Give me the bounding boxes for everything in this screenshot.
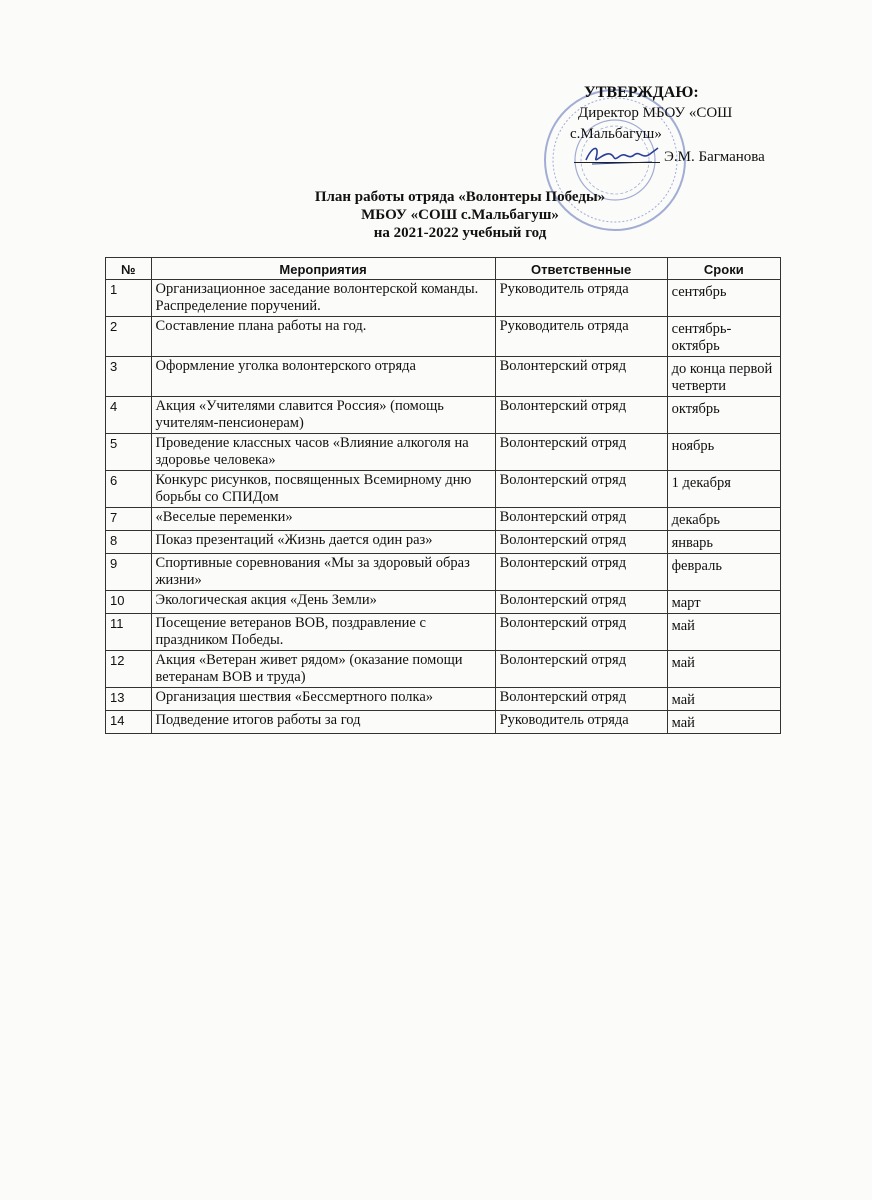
- table-row: [106, 614, 781, 651]
- row-event: Акция «Ветеран живет рядом» (оказание помощи ветеранам ВОВ и труда): [151, 651, 495, 688]
- row-event: Проведение классных часов «Влияние алкоголя на здоровье человека»: [151, 434, 495, 471]
- table-row: [106, 651, 781, 688]
- row-number: 4: [106, 397, 152, 434]
- title-line-3: на 2021-2022 учебный год: [373, 225, 547, 241]
- row-event: Организация шествия «Бессмертного полка»: [151, 688, 495, 711]
- row-term: до конца первой четверти: [667, 357, 780, 397]
- table-row: [106, 508, 781, 531]
- row-event: Спортивные соревнования «Мы за здоровый образ жизни»: [151, 554, 495, 591]
- row-responsible: Руководитель отряда: [495, 280, 667, 317]
- row-responsible: Волонтерский отряд: [495, 688, 667, 711]
- row-responsible: Волонтерский отряд: [495, 651, 667, 688]
- row-term: сентябрь: [667, 280, 780, 317]
- row-event: Экологическая акция «День Земли»: [151, 591, 495, 614]
- signature-underline: [574, 162, 660, 163]
- row-responsible: Руководитель отряда: [495, 711, 667, 734]
- table-row: [106, 711, 781, 734]
- signature-line: [570, 145, 870, 169]
- row-number: 14: [106, 711, 152, 734]
- row-number: 1: [106, 280, 152, 317]
- table-row: [106, 280, 781, 317]
- row-term: сентябрь-октябрь: [667, 317, 780, 357]
- signer-name: Э.М. Багманова: [664, 149, 765, 165]
- row-term: январь: [667, 531, 780, 554]
- row-term: февраль: [667, 554, 780, 591]
- title-line-2: МБОУ «СОШ с.Мальбагуш»: [361, 207, 559, 223]
- table-header-row: [106, 258, 781, 280]
- row-event: Подведение итогов работы за год: [151, 711, 495, 734]
- row-responsible: Волонтерский отряд: [495, 434, 667, 471]
- table-row: [106, 434, 781, 471]
- title-line-1: План работы отряда «Волонтеры Победы»: [314, 189, 606, 205]
- table-row: [106, 688, 781, 711]
- table-row: [106, 471, 781, 508]
- row-responsible: Волонтерский отряд: [495, 614, 667, 651]
- row-responsible: Волонтерский отряд: [495, 357, 667, 397]
- header-number: №: [106, 258, 152, 280]
- row-event: Показ презентаций «Жизнь дается один раз»: [151, 531, 495, 554]
- document-title: [200, 188, 720, 242]
- row-number: 7: [106, 508, 152, 531]
- row-number: 10: [106, 591, 152, 614]
- row-responsible: Волонтерский отряд: [495, 471, 667, 508]
- row-event: Акция «Учителями славится Россия» (помощь учителям-пенсионерам): [151, 397, 495, 434]
- row-term: декабрь: [667, 508, 780, 531]
- row-number: 13: [106, 688, 152, 711]
- approval-organization: с.Мальбагуш»: [570, 126, 662, 142]
- approval-heading: УТВЕРЖДАЮ:: [584, 84, 699, 101]
- table-row: [106, 531, 781, 554]
- row-number: 3: [106, 357, 152, 397]
- row-event: Посещение ветеранов ВОВ, поздравление с праздником Победы.: [151, 614, 495, 651]
- plan-table: [105, 257, 781, 734]
- header-responsible: Ответственные: [495, 258, 667, 280]
- row-responsible: Волонтерский отряд: [495, 591, 667, 614]
- row-term: май: [667, 711, 780, 734]
- row-term: 1 декабря: [667, 471, 780, 508]
- row-term: май: [667, 688, 780, 711]
- table-row: [106, 397, 781, 434]
- row-number: 11: [106, 614, 152, 651]
- row-event: Составление плана работы на год.: [151, 317, 495, 357]
- table-row: [106, 317, 781, 357]
- row-term: май: [667, 614, 780, 651]
- approval-position: Директор МБОУ «СОШ: [578, 105, 733, 121]
- row-number: 12: [106, 651, 152, 688]
- row-term: октябрь: [667, 397, 780, 434]
- approval-block: [570, 82, 870, 169]
- row-term: май: [667, 651, 780, 688]
- row-number: 9: [106, 554, 152, 591]
- row-event: Оформление уголка волонтерского отряда: [151, 357, 495, 397]
- row-event: Конкурс рисунков, посвященных Всемирному дню борьбы со СПИДом: [151, 471, 495, 508]
- row-event: Организационное заседание волонтерской команды. Распределение поручений.: [151, 280, 495, 317]
- header-terms: Сроки: [667, 258, 780, 280]
- table-row: [106, 591, 781, 614]
- row-number: 5: [106, 434, 152, 471]
- row-term: ноябрь: [667, 434, 780, 471]
- header-events: Мероприятия: [151, 258, 495, 280]
- row-number: 8: [106, 531, 152, 554]
- table-row: [106, 554, 781, 591]
- row-responsible: Волонтерский отряд: [495, 554, 667, 591]
- row-responsible: Волонтерский отряд: [495, 508, 667, 531]
- row-term: март: [667, 591, 780, 614]
- row-event: «Веселые переменки»: [151, 508, 495, 531]
- row-responsible: Руководитель отряда: [495, 317, 667, 357]
- row-responsible: Волонтерский отряд: [495, 531, 667, 554]
- table-row: [106, 357, 781, 397]
- row-responsible: Волонтерский отряд: [495, 397, 667, 434]
- row-number: 6: [106, 471, 152, 508]
- row-number: 2: [106, 317, 152, 357]
